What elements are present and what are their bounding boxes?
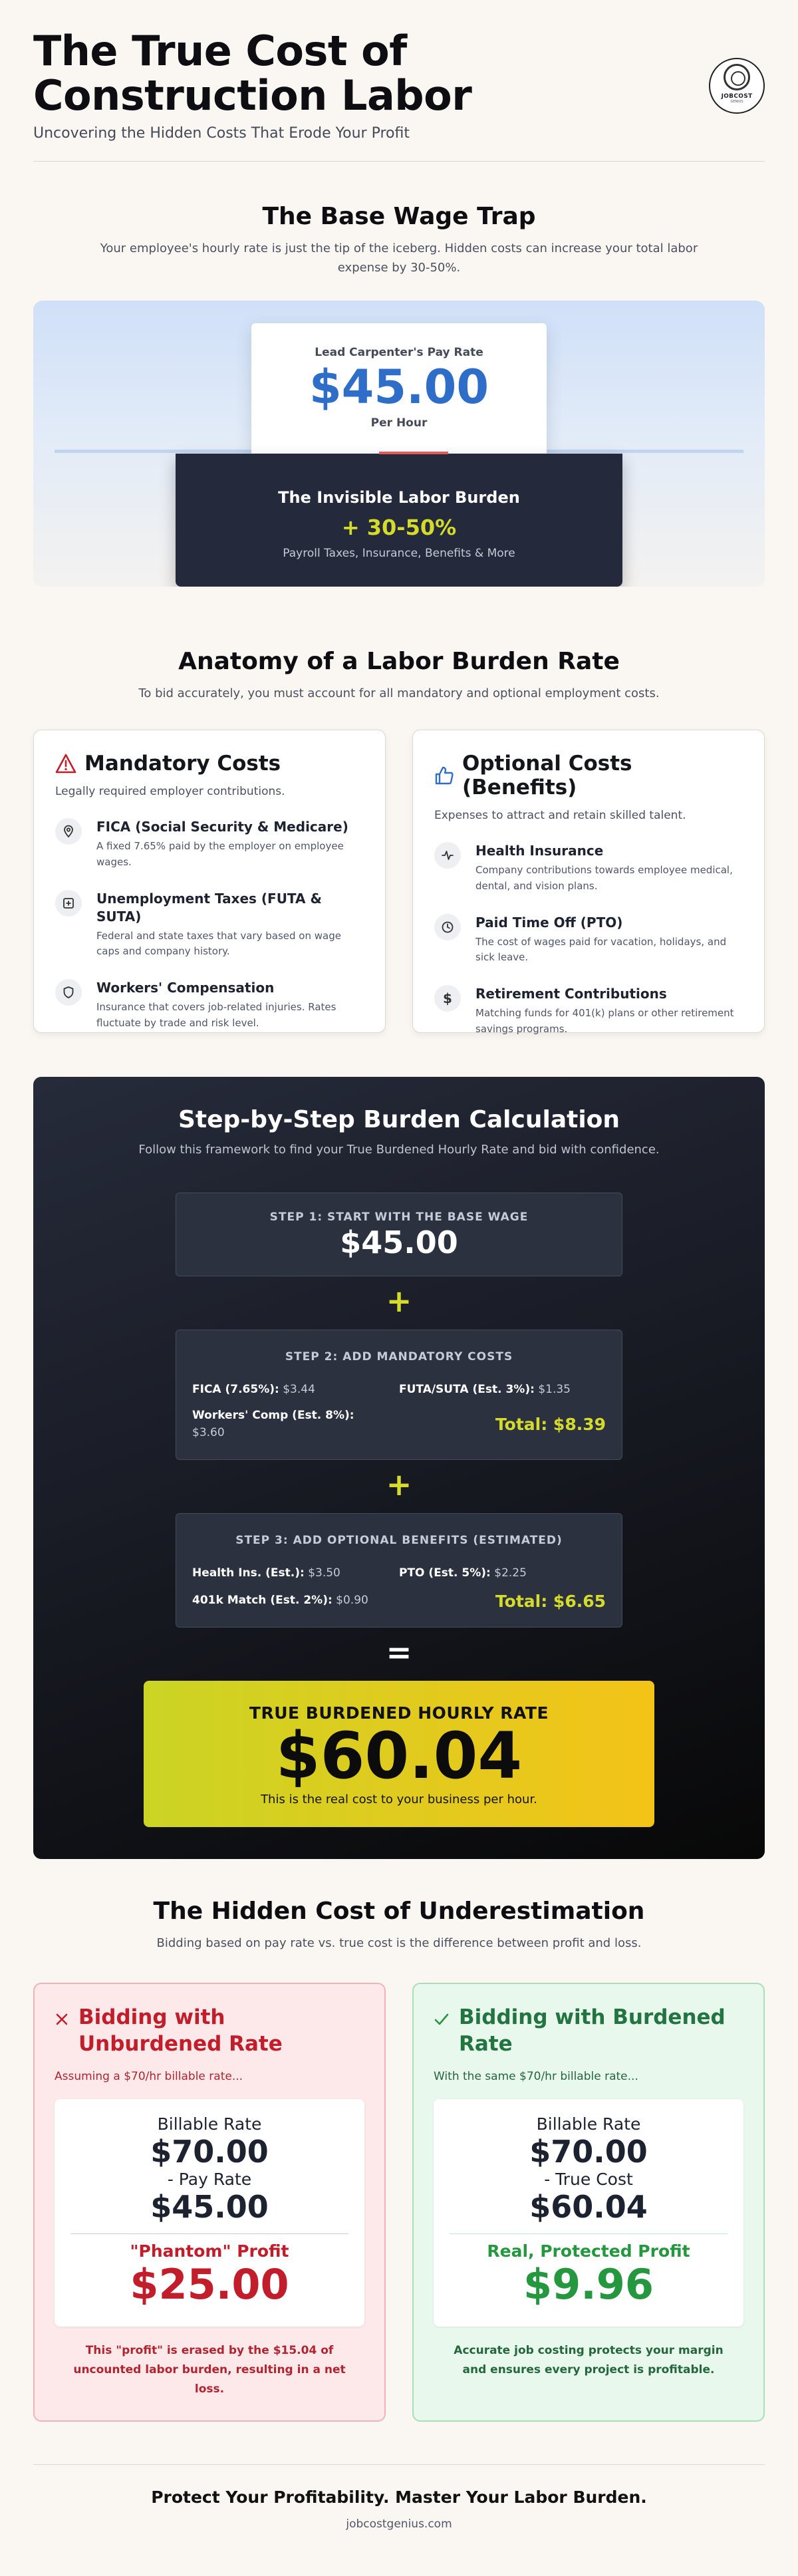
jobcost-logo bbox=[709, 58, 765, 114]
list-item bbox=[55, 890, 366, 960]
labor-burden-note: Payroll Taxes, Insurance, Benefits & More bbox=[283, 546, 515, 560]
step-2-total: Total: $8.39 bbox=[495, 1414, 606, 1434]
step-1-value: $45.00 bbox=[340, 1224, 458, 1261]
dollar-icon: $ bbox=[434, 985, 461, 1012]
page-header bbox=[33, 0, 765, 162]
step-2-label: STEP 2: ADD MANDATORY COSTS bbox=[285, 1350, 513, 1364]
true-cost-label: - True Cost bbox=[544, 2169, 633, 2189]
base-wage-section bbox=[33, 162, 765, 587]
labor-burden-value: + 30-50% bbox=[341, 514, 457, 540]
hidden-cost-section bbox=[33, 1859, 765, 2422]
page-footer bbox=[33, 2464, 765, 2531]
page-subtitle: Uncovering the Hidden Costs That Erode Your Profit bbox=[33, 124, 410, 142]
real-profit-label: Real, Protected Profit bbox=[487, 2241, 690, 2261]
list-item bbox=[434, 842, 745, 894]
item-title: Workers' Compensation bbox=[96, 980, 275, 996]
logo-name: JOBCOST bbox=[721, 93, 753, 100]
item-title: Health Insurance bbox=[475, 843, 604, 859]
billable-rate-value: $70.00 bbox=[150, 2134, 269, 2170]
pay-rate-unit: Per Hour bbox=[370, 416, 428, 430]
anatomy-title: Anatomy of a Labor Burden Rate bbox=[178, 647, 620, 675]
iceberg-graphic bbox=[33, 301, 765, 587]
pto-line: PTO (Est. 5%): $2.25 bbox=[399, 1566, 527, 1580]
plus-square-icon bbox=[55, 890, 82, 917]
calculation-subtitle: Follow this framework to find your True Burdened Hourly Rate and bid with confidence. bbox=[138, 1143, 660, 1157]
hidden-cost-subtitle: Bidding based on pay rate vs. true cost is the difference between profit and loss. bbox=[156, 1936, 642, 1951]
item-description: Company contributions towards employee medical, dental, and vision plans. bbox=[475, 864, 733, 892]
base-wage-title: The Base Wage Trap bbox=[262, 203, 536, 230]
optional-costs-title: Optional Costs (Benefits) bbox=[462, 752, 632, 800]
divider bbox=[70, 2233, 348, 2234]
burdened-subtitle: With the same $70/hr billable rate... bbox=[434, 2069, 638, 2083]
clock-icon bbox=[434, 914, 461, 940]
pay-rate-label: - Pay Rate bbox=[167, 2169, 252, 2189]
warning-triangle-icon bbox=[55, 754, 76, 774]
result-label: TRUE BURDENED HOURLY RATE bbox=[249, 1703, 549, 1723]
item-description: Federal and state taxes that vary based on wage caps and company history. bbox=[96, 929, 341, 958]
burdened-rate-result bbox=[144, 1681, 654, 1827]
shield-icon bbox=[55, 979, 82, 1006]
futa-suta-line: FUTA/SUTA (Est. 3%): $1.35 bbox=[399, 1383, 571, 1397]
unburdened-title: Bidding with Unburdened Rate bbox=[78, 2005, 283, 2057]
phantom-profit-value: $25.00 bbox=[130, 2260, 289, 2309]
step-3-label: STEP 3: ADD OPTIONAL BENEFITS (ESTIMATED) bbox=[235, 1534, 563, 1548]
optional-costs-card bbox=[412, 730, 765, 1033]
list-item bbox=[434, 914, 745, 966]
step-1-card bbox=[176, 1193, 622, 1276]
list-item bbox=[55, 979, 366, 1031]
401k-match-line: 401k Match (Est. 2%): $0.90 bbox=[192, 1593, 368, 1607]
unburdened-bid-card bbox=[33, 1983, 386, 2422]
plus-operator: + bbox=[386, 1283, 412, 1320]
mandatory-costs-subtitle: Legally required employer contributions. bbox=[55, 785, 285, 799]
base-wage-subtitle: Your employee's hourly rate is just the tip of the iceberg. Hidden costs can increase your total labor expense by 30-50%. bbox=[100, 241, 698, 275]
burdened-breakdown bbox=[434, 2099, 743, 2327]
labor-burden-card bbox=[176, 454, 622, 587]
red-accent-line bbox=[379, 452, 448, 454]
list-item bbox=[55, 818, 366, 870]
plus-operator: + bbox=[386, 1467, 412, 1503]
item-description: Insurance that covers job-related injuries. Rates fluctuate by trade and risk level. bbox=[96, 1001, 336, 1029]
equals-operator: = bbox=[386, 1634, 412, 1671]
step-3-total: Total: $6.65 bbox=[495, 1591, 606, 1611]
mandatory-costs-title: Mandatory Costs bbox=[84, 752, 281, 776]
result-note: This is the real cost to your business per hour. bbox=[261, 1792, 537, 1807]
checkmark-icon bbox=[434, 2012, 450, 2027]
billable-rate-value: $70.00 bbox=[529, 2134, 648, 2170]
anatomy-subtitle: To bid accurately, you must account for all mandatory and optional employment costs. bbox=[138, 686, 660, 700]
calculation-title: Step-by-Step Burden Calculation bbox=[178, 1106, 620, 1134]
workers-comp-line: Workers' Comp (Est. 8%): $3.60 bbox=[192, 1408, 354, 1440]
optional-costs-subtitle: Expenses to attract and retain skilled talent. bbox=[434, 809, 686, 823]
item-description: Matching funds for 401(k) plans or other retirement savings programs. bbox=[475, 1007, 734, 1035]
health-insurance-line: Health Ins. (Est.): $3.50 bbox=[192, 1566, 340, 1580]
true-cost-value: $60.04 bbox=[529, 2189, 648, 2225]
burdened-title: Bidding with Burdened Rate bbox=[459, 2005, 726, 2057]
footer-title: Protect Your Profitability. Master Your Labor Burden. bbox=[151, 2488, 647, 2507]
burdened-note: Accurate job costing protects your margin and ensures every project is profitable. bbox=[454, 2343, 724, 2376]
activity-icon bbox=[434, 842, 461, 869]
step-3-card bbox=[176, 1513, 622, 1628]
labor-burden-title: The Invisible Labor Burden bbox=[278, 488, 520, 507]
divider bbox=[450, 2233, 728, 2234]
result-value: $60.04 bbox=[275, 1719, 523, 1794]
burdened-bid-card bbox=[412, 1983, 765, 2422]
item-description: The cost of wages paid for vacation, holidays, and sick leave. bbox=[475, 935, 727, 964]
fica-line: FICA (7.65%): $3.44 bbox=[192, 1383, 315, 1397]
map-pin-icon bbox=[55, 818, 82, 845]
close-x-icon bbox=[55, 2012, 69, 2027]
pay-rate-value: $45.00 bbox=[150, 2189, 269, 2225]
unburdened-subtitle: Assuming a $70/hr billable rate... bbox=[55, 2069, 243, 2083]
list-item bbox=[434, 985, 745, 1037]
thumbs-up-icon bbox=[434, 766, 454, 786]
billable-rate-label: Billable Rate bbox=[157, 2114, 262, 2134]
phantom-profit-label: "Phantom" Profit bbox=[130, 2241, 289, 2261]
pay-rate-value: $45.00 bbox=[309, 359, 489, 414]
step-2-card bbox=[176, 1330, 622, 1460]
footer-url-link[interactable]: jobcostgenius.com bbox=[346, 2517, 452, 2531]
logo-tagline: GENIUS bbox=[730, 100, 743, 104]
item-title: Unemployment Taxes (FUTA & SUTA) bbox=[96, 890, 322, 925]
pay-rate-label: Lead Carpenter's Pay Rate bbox=[315, 345, 483, 359]
real-profit-value: $9.96 bbox=[523, 2260, 654, 2309]
item-title: Retirement Contributions bbox=[475, 986, 667, 1002]
item-title: Paid Time Off (PTO) bbox=[475, 914, 623, 930]
hidden-cost-title: The Hidden Cost of Underestimation bbox=[153, 1898, 645, 1926]
anatomy-section bbox=[33, 587, 765, 1034]
mandatory-costs-card bbox=[33, 730, 386, 1033]
pay-rate-card bbox=[251, 323, 547, 454]
step-1-label: STEP 1: START WITH THE BASE WAGE bbox=[269, 1211, 529, 1224]
burden-calculation-panel bbox=[33, 1077, 765, 1859]
item-title: FICA (Social Security & Medicare) bbox=[96, 819, 348, 835]
billable-rate-label: Billable Rate bbox=[536, 2114, 641, 2134]
unburdened-breakdown bbox=[55, 2099, 364, 2327]
item-description: A fixed 7.65% paid by the employer on employee wages. bbox=[96, 840, 344, 868]
unburdened-note: This "profit" is erased by the $15.04 of uncounted labor burden, resulting in a net loss. bbox=[73, 2343, 346, 2396]
logo-ring-icon bbox=[724, 64, 750, 90]
page-title: The True Cost of Construction Labor bbox=[33, 27, 472, 120]
